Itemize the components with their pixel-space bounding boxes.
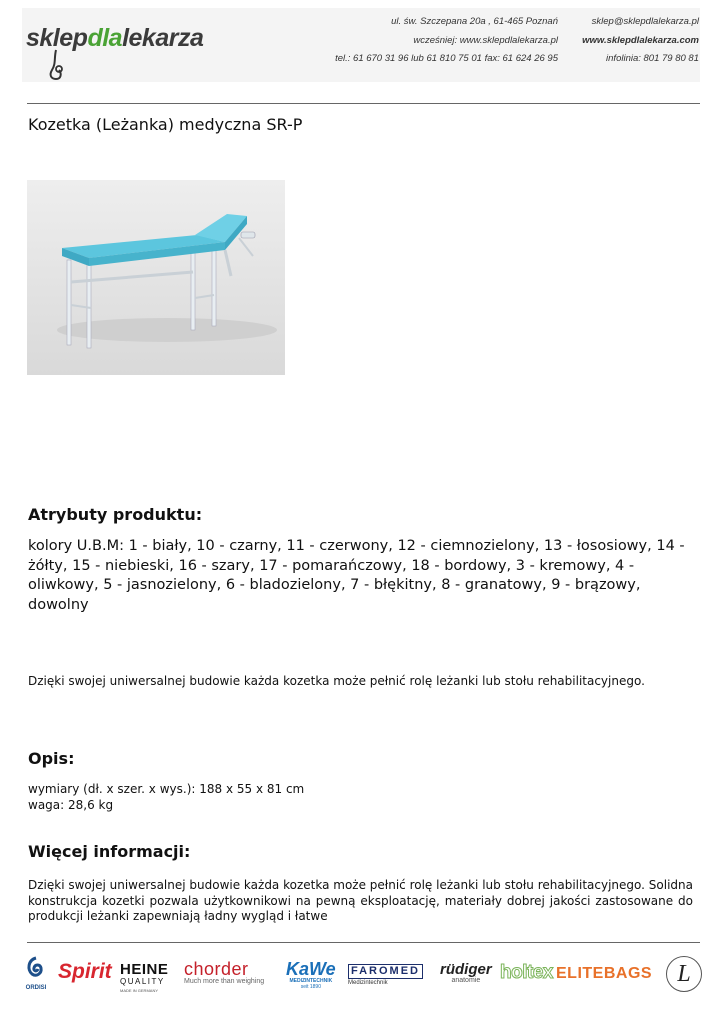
shop-email[interactable]: sklep@sklepdlalekarza.pl	[591, 16, 699, 27]
dimensions-line: wymiary (dł. x szer. x wys.): 188 x 55 x 81 cm	[28, 782, 305, 796]
phone-fax: tel.: 61 670 31 96 lub 61 810 75 01 fax: 61 624 26 95	[335, 53, 558, 64]
brand-logo-strip	[22, 950, 702, 1002]
brand-littmann: L	[666, 956, 702, 992]
footer-divider	[27, 942, 700, 943]
product-title: Kozetka (Leżanka) medyczna SR-P	[28, 115, 303, 134]
hotline: infolinia: 801 79 80 81	[606, 53, 699, 64]
stethoscope-icon	[44, 48, 74, 82]
intro-paragraph: Dzięki swojej uniwersalnej budowie każda kozetka może pełnić rolę leżanki lub stołu rehabilitacyjnego.	[28, 674, 645, 688]
brand-faromed: FAROMED Medizintechnik	[348, 964, 423, 986]
shop-website[interactable]: www.sklepdlalekarza.com	[582, 34, 699, 46]
brand-elitebags: ELITEBAGS	[556, 965, 653, 982]
weight-line: waga: 28,6 kg	[28, 798, 114, 812]
brand-rudiger: rüdiger anatomie	[440, 961, 492, 984]
contact-address-block	[335, 13, 558, 69]
brand-spirit: Spirit	[58, 960, 112, 983]
attributes-heading: Atrybuty produktu:	[28, 505, 203, 524]
more-info-heading: Więcej informacji:	[28, 842, 191, 861]
contact-online-block	[582, 13, 699, 69]
logo-part-lekarza: lekarza	[122, 24, 204, 52]
formerly-website[interactable]: wcześniej: www.sklepdlalekarza.pl	[413, 34, 558, 46]
brand-heine: HEINE QUALITY MADE IN GERMANY	[120, 961, 169, 993]
more-info-paragraph: Dzięki swojej uniwersalnej budowie każda kozetka może pełnić rolę leżanki lub stołu rehabilitacyjnego. Solidna konstrukcja kozetki pozwala użytkownikowi na pewną eksploatację, materiały dobrej jakości zastosowane do produkcji leżanki zapewniają ładny wygląd i łatwe	[28, 878, 693, 923]
brand-chorder: chorder Much more than weighing	[184, 959, 265, 985]
description-heading: Opis:	[28, 749, 75, 768]
logo-part-dla: dla	[87, 24, 123, 52]
attributes-text: kolory U.B.M: 1 - biały, 10 - czarny, 11 - czerwony, 12 - ciemnozielony, 13 - łososiowy, 14 - żółty, 15 - niebieski, 16 - szary, 17 - pomarańczowy, 18 - bordowy, 3 - kremowy, 4 - oliwkowy, 5 - jasnozielony, 6 - bladozielony, 7 - błękitny, 8 - granatowy, 9 - brązowy, dowolny	[28, 538, 685, 613]
logo-part-sklep: sklep	[26, 24, 88, 52]
header-divider	[27, 103, 700, 104]
brand-ordisi: ORDISI	[22, 956, 50, 991]
brand-holtex: holtex	[500, 962, 553, 983]
product-photo	[27, 180, 285, 375]
shop-address: ul. św. Szczepana 20a , 61-465 Poznań	[391, 16, 558, 27]
ordisi-swirl-icon	[24, 956, 48, 982]
brand-kawe: KaWe MEDIZINTECHNIK seit 1890	[286, 959, 336, 990]
